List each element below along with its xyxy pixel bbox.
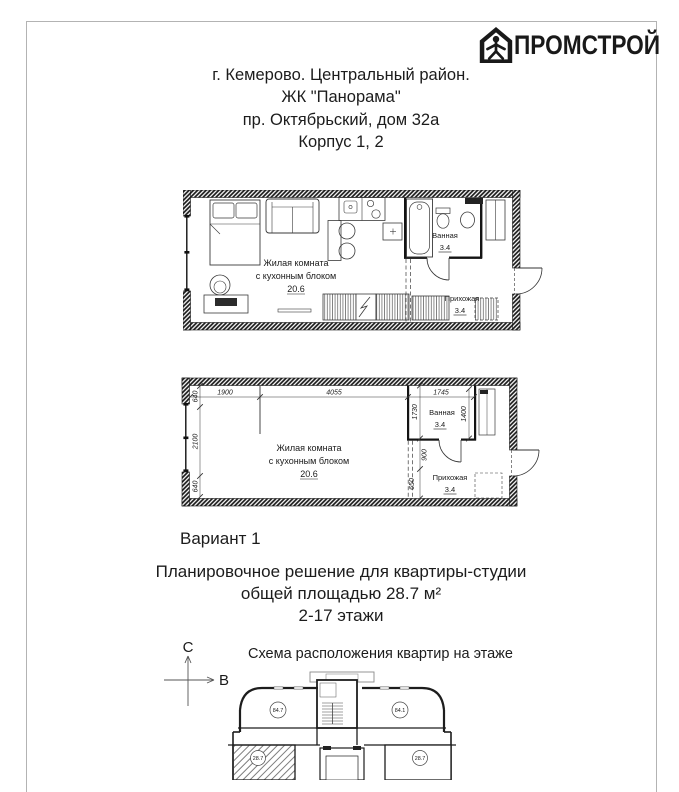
bathroom-label: Ванная [429,408,455,417]
header-city-line: г. Кемерово. Центральный район. [212,66,470,84]
furnished-plan [183,190,545,334]
bar-counter [328,221,355,261]
hall-cabinet [479,389,495,435]
room-label-line2: с кухонным блоком [268,456,350,466]
desk-tv [204,295,248,313]
dim-bath-right: 1400 [461,406,468,422]
logo-brand-text: ПРОМСТРОЙ [514,29,661,60]
room-label-line1: Жилая комната [263,258,329,268]
header-address [26,64,656,154]
dimension-lines [187,383,477,502]
hallway-area: 3.4 [444,485,456,494]
dim-top-3: 1745 [433,389,449,397]
hallway-area: 3.4 [454,306,466,315]
sofa [266,199,319,233]
dim-hall-lower: 650 [409,478,416,490]
armchair [210,275,230,295]
dim-left-1: 640 [192,390,200,403]
window [183,403,188,472]
bed [210,200,260,265]
closet-dashed [475,473,502,498]
hallway-label: Прихожая [432,473,468,482]
floor-scheme [222,670,462,780]
apartment-area-studio-left: 28.7 [252,756,264,762]
apartment-area-studio-right: 28.7 [414,756,426,762]
room-label-line1: Жилая комната [276,443,342,453]
logo [478,25,679,65]
window [184,215,189,291]
compass-east-label: В [219,672,230,689]
entrance-door [511,450,539,476]
header-street-line: пр. Октябрьский, дом 32а [242,110,440,129]
bathtub [407,199,433,257]
hallway-label: Прихожая [444,294,480,303]
apartment-area-top-left: 84.7 [272,708,284,714]
room-label-line2: с кухонным блоком [255,271,337,281]
stair-shaft [317,680,357,728]
header-building-line: Корпус 1, 2 [298,133,384,152]
fridge [383,223,402,240]
entrance-vestibule [320,746,364,780]
description-line1: Планировочное решение для квартиры-студии [155,562,527,581]
promstroy-house-icon [478,25,514,65]
floor-scheme-title: Схема расположения квартир на этаже [248,646,513,662]
hall-cabinet [486,200,505,240]
dim-hall-upper: 900 [421,449,429,461]
doormat [278,309,311,312]
toilet [436,208,450,228]
bathroom-area: 3.4 [434,420,446,429]
room-area: 20.6 [300,469,318,479]
dim-left-3: 640 [192,480,200,493]
header-complex-line: ЖК "Панорама" [281,88,401,107]
bathroom-area: 3.4 [439,243,451,252]
bathroom-label: Ванная [432,231,458,240]
description-line3: 2-17 этажи [298,606,384,625]
dim-top-2: 4055 [326,389,342,397]
room-area: 20.6 [287,284,305,294]
dim-top-1: 1900 [217,389,233,397]
compass-north-label: С [182,640,194,656]
towel-dryer [465,198,483,204]
dim-bath-left: 1730 [412,404,419,420]
description-line2: общей площадью 28.7 м² [240,584,442,603]
bathroom-door [439,440,461,462]
dim-left-2: 2100 [192,433,200,450]
plan-description [26,561,656,627]
kitchen-unit [339,198,385,221]
entrance-door [514,268,542,294]
variant-label: Вариант 1 [180,529,261,548]
apartment-area-top-right: 84.1 [394,708,406,714]
dimensioned-plan [180,376,542,512]
bathroom-sink [461,212,475,228]
bathroom-door [427,258,449,280]
